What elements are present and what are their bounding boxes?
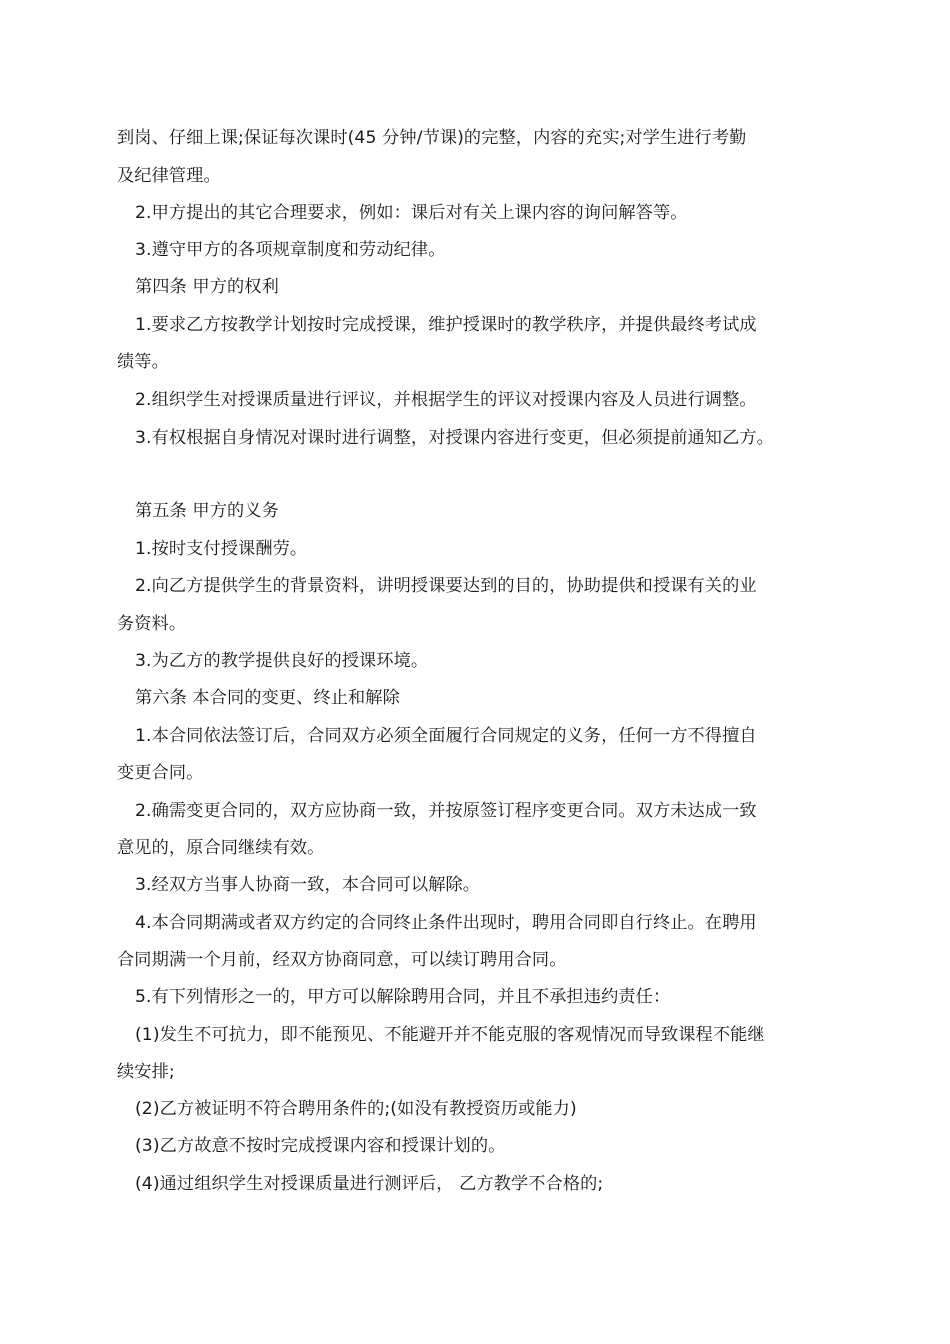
section-heading: 第四条 甲方的权利 bbox=[135, 277, 279, 297]
section-heading: 第六条 本合同的变更、终止和解除 bbox=[135, 688, 400, 708]
text-line: (4)通过组织学生对授课质量进行测评后， 乙方教学不合格的; bbox=[135, 1174, 604, 1194]
text-line: 续安排; bbox=[117, 1062, 175, 1082]
text-line: 2.确需变更合同的，双方应协商一致，并按原签订程序变更合同。双方未达成一致 bbox=[135, 801, 757, 821]
text-line: 1.本合同依法签订后，合同双方必须全面履行合同规定的义务，任何一方不得擅自 bbox=[135, 726, 757, 746]
text-line: 2.甲方提出的其它合理要求，例如：课后对有关上课内容的询问解答等。 bbox=[135, 203, 688, 223]
text-line: 3.经双方当事人协商一致，本合同可以解除。 bbox=[135, 875, 481, 895]
text-line: 1.按时支付授课酬劳。 bbox=[135, 539, 308, 559]
text-line: (2)乙方被证明不符合聘用条件的;(如没有教授资历或能力) bbox=[135, 1099, 577, 1119]
text-line: 到岗、仔细上课;保证每次课时(45 分钟/节课)的完整，内容的充实;对学生进行考勤 bbox=[117, 128, 747, 148]
text-line: 2.组织学生对授课质量进行评议，并根据学生的评议对授课内容及人员进行调整。 bbox=[135, 390, 757, 410]
text-line: 2.向乙方提供学生的背景资料，讲明授课要达到的目的，协助提供和授课有关的业 bbox=[135, 576, 757, 596]
text-line: 合同期满一个月前，经双方协商同意，可以续订聘用合同。 bbox=[117, 950, 567, 970]
text-line: 5.有下列情形之一的，甲方可以解除聘用合同，并且不承担违约责任： bbox=[135, 987, 671, 1007]
text-line: 务资料。 bbox=[117, 614, 187, 634]
text-line: 意见的，原合同继续有效。 bbox=[117, 838, 325, 858]
text-line: (1)发生不可抗力，即不能预见、不能避开并不能克服的客观情况而导致课程不能继 bbox=[135, 1025, 765, 1045]
text-line: 及纪律管理。 bbox=[117, 166, 221, 186]
text-line: 4.本合同期满或者双方约定的合同终止条件出现时，聘用合同即自行终止。在聘用 bbox=[135, 913, 757, 933]
text-line: 变更合同。 bbox=[117, 763, 204, 783]
section-heading: 第五条 甲方的义务 bbox=[135, 501, 279, 521]
text-line: 3.有权根据自身情况对课时进行调整，对授课内容进行变更，但必须提前通知乙方。 bbox=[135, 428, 774, 448]
text-line: (3)乙方故意不按时完成授课内容和授课计划的。 bbox=[135, 1136, 506, 1156]
text-line: 3.遵守甲方的各项规章制度和劳动纪律。 bbox=[135, 240, 446, 260]
text-line: 绩等。 bbox=[117, 352, 169, 372]
text-line: 1.要求乙方按教学计划按时完成授课，维护授课时的教学秩序，并提供最终考试成 bbox=[135, 315, 757, 335]
text-line: 3.为乙方的教学提供良好的授课环境。 bbox=[135, 651, 429, 671]
